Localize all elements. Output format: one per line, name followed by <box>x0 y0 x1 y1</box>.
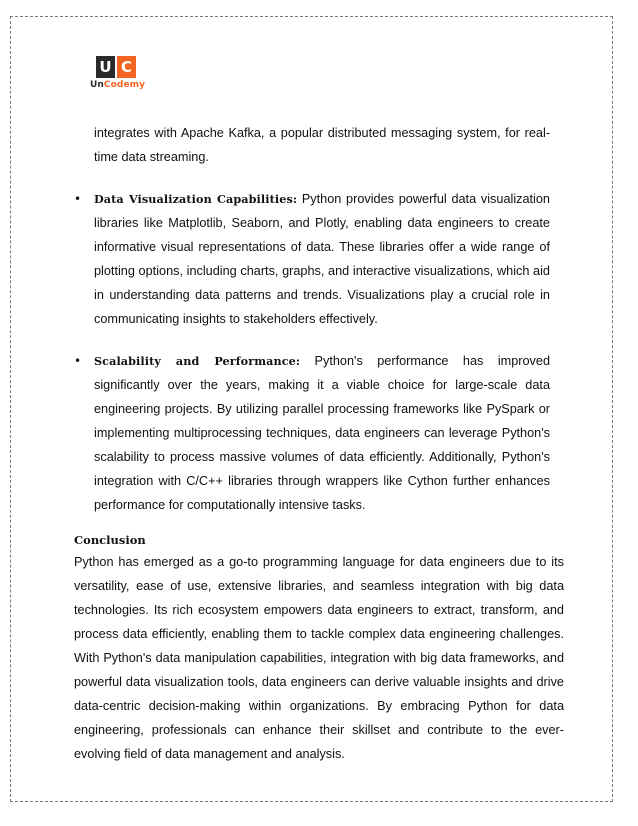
bullet-icon: • <box>74 192 82 206</box>
list-item <box>74 349 550 517</box>
logo-mark <box>96 56 136 78</box>
conclusion-paragraph: Python has emerged as a go-to programming language for data engineers due to its versatility, ease of use, extensive libraries, and seamless integration with big data technologies. Its rich ecosystem empowers data engineers to extract, transform, and process data efficiently, enabling them to tackle complex data engineering challenges. With Python's data manipulation capabilities, integration with big data frameworks, and powerful data visualization tools, data engineers can derive valuable insights and drive data-centric decision-making within organizations. By embracing Python for data engineering, professionals can enhance their skillset and contribute to the ever-evolving field of data management and analysis. <box>74 555 564 761</box>
list-item-term: Scalability and Performance: <box>94 354 301 368</box>
document-body <box>74 121 550 537</box>
logo-letter-u: U <box>96 56 115 78</box>
uncodemy-logo <box>90 56 150 94</box>
list-item-text: Python's performance has improved significantly over the years, making it a viable choice for large-scale data engineering projects. By utilizing parallel processing frameworks like PySpark or implementing multiprocessing techniques, data engineers can leverage Python's scalability to process massive volumes of data efficiently. Additionally, Python's integration with C/C++ libraries through wrappers like Cython further enhances performance for computationally intensive tasks. <box>94 354 550 512</box>
bullet-icon: • <box>74 354 82 368</box>
logo-wordmark-codemy: Codemy <box>103 80 146 90</box>
conclusion-section <box>74 530 564 766</box>
logo-wordmark <box>90 80 145 90</box>
list-item-term: Data Visualization Capabilities: <box>94 192 298 206</box>
logo-letter-c: C <box>117 56 136 78</box>
list-item-text: Python provides powerful data visualization libraries like Matplotlib, Seaborn, and Plotly, enabling data engineers to create informative visual representations of data. These libraries offer a wide range of plotting options, including charts, graphs, and interactive visualizations, which aid in understanding data patterns and trends. Visualizations play a crucial role in communicating insights to stakeholders effectively. <box>94 192 550 326</box>
logo-wordmark-un: Un <box>90 80 104 90</box>
list-item <box>74 187 550 331</box>
feature-list <box>74 187 550 517</box>
list-spacer <box>74 331 550 349</box>
conclusion-heading: Conclusion <box>74 533 146 547</box>
intro-continuation: integrates with Apache Kafka, a popular distributed messaging system, for real-time data streaming. <box>94 126 550 164</box>
